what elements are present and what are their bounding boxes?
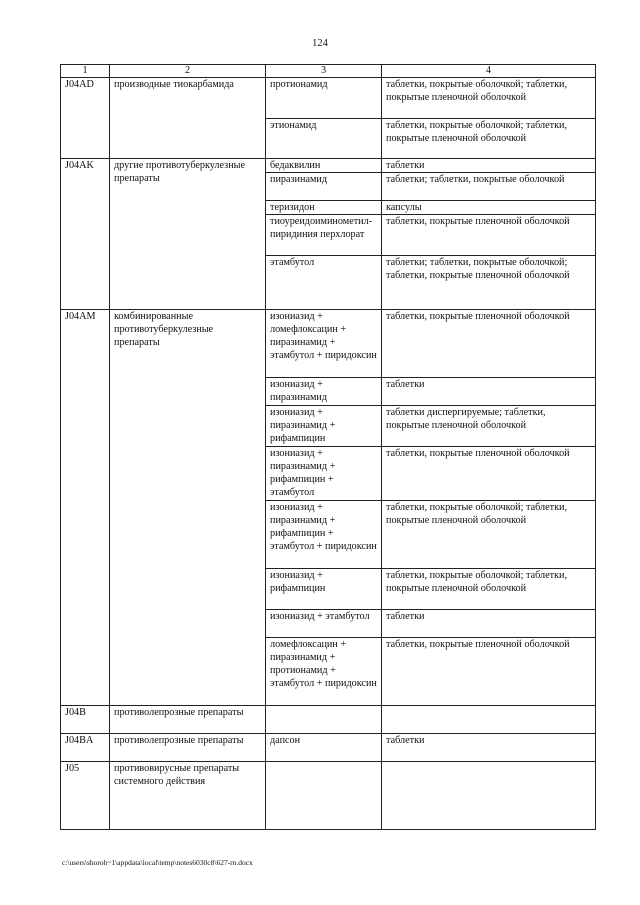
substance-cell: этамбутол [266, 256, 382, 310]
dosage-form-cell: таблетки, покрытые пленочной оболочкой [382, 215, 596, 256]
substance-cell: изониазид + пиразинамид + рифампицин [266, 406, 382, 447]
dosage-form-cell: таблетки, покрытые оболочкой; таблетки, покрытые пленочной оболочкой [382, 569, 596, 610]
atc-code-cell: J04AK [61, 159, 110, 310]
dosage-form-cell: таблетки [382, 378, 596, 406]
substance-cell: дапсон [266, 734, 382, 762]
atc-code-cell: J04AM [61, 310, 110, 706]
drug-table [60, 64, 596, 830]
group-name-cell: противолепрозные препараты [110, 706, 266, 734]
dosage-form-cell: таблетки; таблетки, покрытые оболочкой; таблетки, покрытые пленочной оболочкой [382, 256, 596, 310]
dosage-form-cell: таблетки диспергируемые; таблетки, покрытые пленочной оболочкой [382, 406, 596, 447]
column-header-4: 4 [382, 65, 596, 78]
dosage-form-cell: таблетки [382, 610, 596, 638]
atc-code-cell: J04AD [61, 78, 110, 159]
group-name-cell: другие противотуберкулезные препараты [110, 159, 266, 310]
group-name-cell: противовирусные препараты системного действия [110, 762, 266, 830]
dosage-form-cell: таблетки, покрытые пленочной оболочкой [382, 447, 596, 501]
table-row [61, 310, 596, 378]
atc-code-cell: J04BA [61, 734, 110, 762]
substance-cell: изониазид + пиразинамид + рифампицин + этамбутол [266, 447, 382, 501]
substance-cell: изониазид + пиразинамид + рифампицин + этамбутол + пиридоксин [266, 501, 382, 569]
table-body [61, 78, 596, 830]
page-number: 124 [312, 38, 328, 49]
substance-cell: изониазид + пиразинамид [266, 378, 382, 406]
dosage-form-cell: таблетки, покрытые оболочкой; таблетки, покрытые пленочной оболочкой [382, 501, 596, 569]
column-header-3: 3 [266, 65, 382, 78]
group-name-cell: комбинированные противотуберкулезные препараты [110, 310, 266, 706]
substance-cell: тиоуреидоиминометил-пиридиния перхлорат [266, 215, 382, 256]
column-header-2: 2 [110, 65, 266, 78]
table-header-row [61, 65, 596, 78]
dosage-form-cell: таблетки, покрытые оболочкой; таблетки, покрытые пленочной оболочкой [382, 119, 596, 159]
substance-cell [266, 706, 382, 734]
substance-cell: протионамид [266, 78, 382, 119]
substance-cell: изониазид + ломефлоксацин + пиразинамид + этамбутол + пиридоксин [266, 310, 382, 378]
table-row [61, 706, 596, 734]
table-row [61, 159, 596, 173]
dosage-form-cell: таблетки; таблетки, покрытые оболочкой [382, 173, 596, 201]
footer-file-path: c:\users\shoroh~1\appdata\local\temp\notes6030c8\627-rn.docx [62, 858, 253, 867]
substance-cell: ломефлоксацин + пиразинамид + протионамид + этамбутол + пиридоксин [266, 638, 382, 706]
substance-cell: изониазид + этамбутол [266, 610, 382, 638]
dosage-form-cell: капсулы [382, 201, 596, 215]
table-row [61, 762, 596, 830]
substance-cell: бедаквилин [266, 159, 382, 173]
dosage-form-cell [382, 762, 596, 830]
dosage-form-cell: таблетки, покрытые пленочной оболочкой [382, 638, 596, 706]
dosage-form-cell [382, 706, 596, 734]
substance-cell: этионамид [266, 119, 382, 159]
substance-cell: пиразинамид [266, 173, 382, 201]
group-name-cell: производные тиокарбамида [110, 78, 266, 159]
atc-code-cell: J05 [61, 762, 110, 830]
substance-cell: теризидон [266, 201, 382, 215]
group-name-cell: противолепрозные препараты [110, 734, 266, 762]
column-header-1: 1 [61, 65, 110, 78]
table-row [61, 78, 596, 119]
table-row [61, 734, 596, 762]
substance-cell [266, 762, 382, 830]
dosage-form-cell: таблетки [382, 159, 596, 173]
substance-cell: изониазид + рифампицин [266, 569, 382, 610]
dosage-form-cell: таблетки, покрытые оболочкой; таблетки, покрытые пленочной оболочкой [382, 78, 596, 119]
atc-code-cell: J04B [61, 706, 110, 734]
dosage-form-cell: таблетки, покрытые пленочной оболочкой [382, 310, 596, 378]
dosage-form-cell: таблетки [382, 734, 596, 762]
